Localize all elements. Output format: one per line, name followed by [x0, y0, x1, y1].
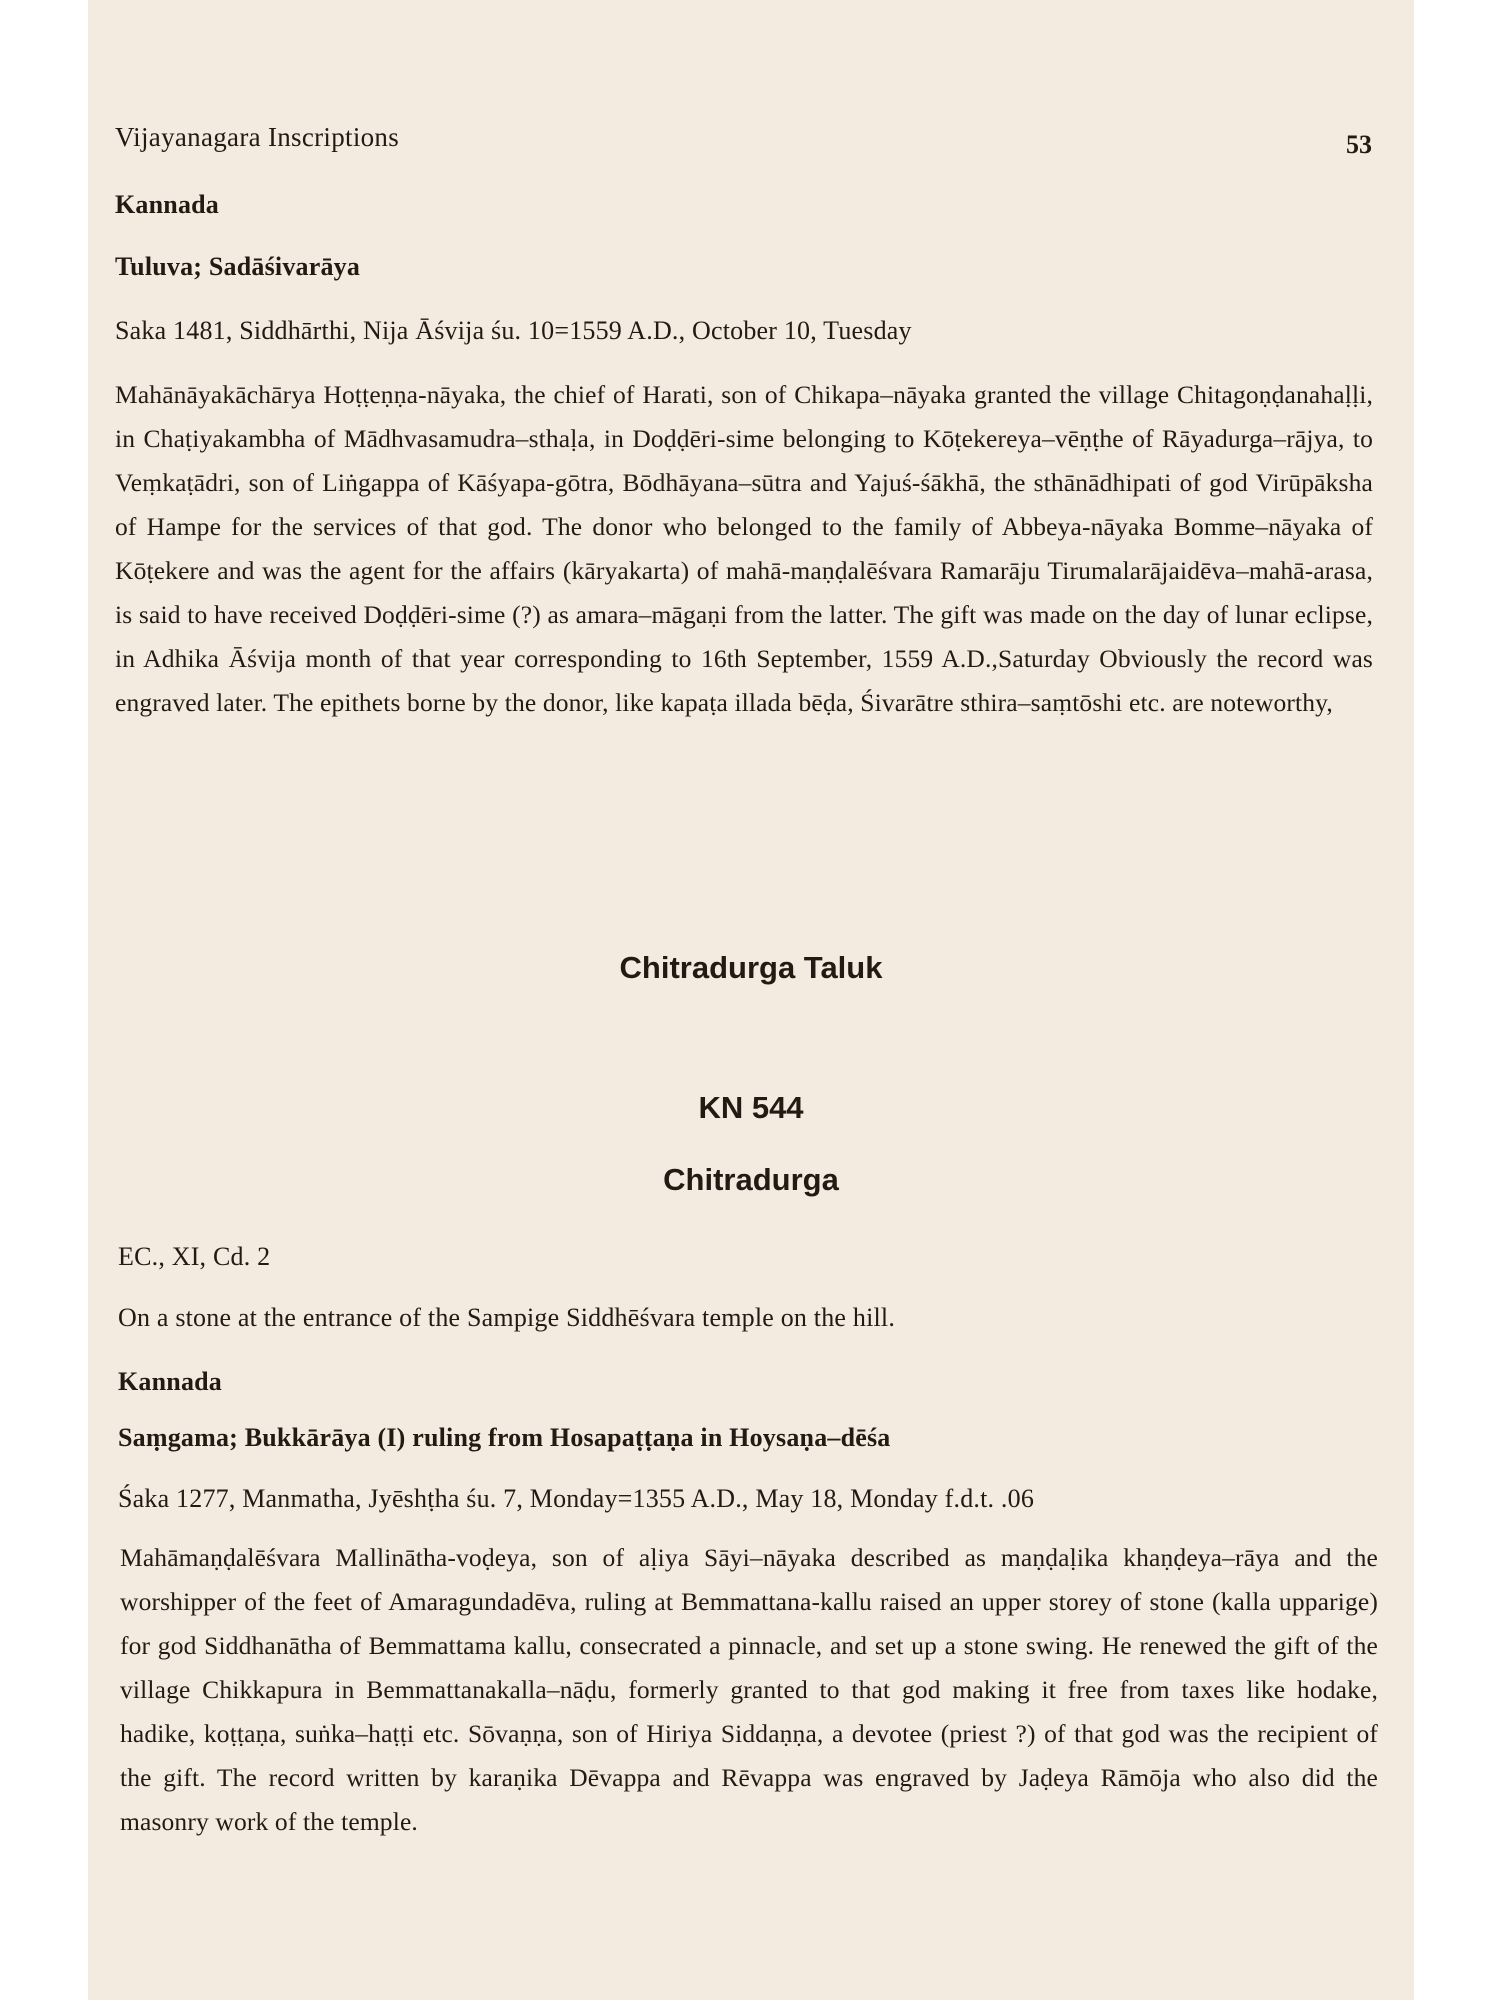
current-reference: EC., XI, Cd. 2: [118, 1242, 271, 1271]
place-heading: Chitradurga: [663, 1162, 839, 1197]
current-language: Kannada: [118, 1367, 223, 1396]
taluk-heading: Chitradurga Taluk: [619, 950, 883, 985]
running-title: Vijayanagara Inscriptions: [115, 122, 400, 152]
page-number: 53: [1346, 130, 1372, 159]
inscription-id: KN 544: [698, 1090, 804, 1125]
previous-language: Kannada: [115, 190, 220, 219]
previous-date: Saka 1481, Siddhārthi, Nija Āśvija śu. 10=1559 A.D., October 10, Tuesday: [115, 316, 912, 345]
current-location: On a stone at the entrance of the Sampige Siddhēśvara temple on the hill.: [118, 1303, 896, 1332]
current-date: Śaka 1277, Manmatha, Jyēshṭha śu. 7, Monday=1355 A.D., May 18, Monday f.d.t. .06: [118, 1484, 1035, 1513]
current-body: Mahāmaṇḍalēśvara Mallinātha-voḍeya, son of aḷiya Sāyi–nāyaka described as maṇḍaḷika khaṇḍeya–rāya and the worshipper of the feet of Amaragundadēva, ruling at Bemmattana-kallu raised an upper storey of stone (kalla upparige) for god Siddhanātha of Bemmattama kallu, consecrated a pinnacle, and set up a stone swing. He renewed the gift of the village Chikkapura in Bemmattanakalla–nāḍu, formerly granted to that god making it free from taxes like hodake, hadike, koṭṭaṇa, suṅka–haṭṭi etc. Sōvaṇṇa, son of Hiriya Siddaṇṇa, a devotee (priest ?) of that god was the recipient of the gift. The record written by karaṇika Dēvappa and Rēvappa was engraved by Jaḍeya Rāmōja who also did the masonry work of the temple.: [120, 1543, 1378, 1836]
previous-dynasty: Tuluva; Sadāśivarāya: [115, 252, 361, 281]
previous-body: Mahānāyakāchārya Hoṭṭeṇṇa-nāyaka, the chief of Harati, son of Chikapa–nāyaka granted the village Chitagoṇḍanahaḷḷi, in Chaṭiyakambha of Mādhvasamudra–sthaḷa, in Doḍḍēri-sime belonging to Kōṭekereya–vēṇṭhe of Rāyadurga–rājya, to Veṃkaṭādri, son of Liṅgappa of Kāśyapa-gōtra, Bōdhāyana–sūtra and Yajuś-śākhā, the sthānādhipati of god Virūpāksha of Hampe for the services of that god. The donor who belonged to the family of Abbeya-nāyaka Bomme–nāyaka of Kōṭekere and was the agent for the affairs (kāryakarta) of mahā-maṇḍalēśvara Ramarāju Tirumalarājaidēva–mahā-arasa, is said to have received Doḍḍēri-sime (?) as amara–māgaṇi from the latter. The gift was made on the day of lunar eclipse, in Adhika Āśvija month of that year corresponding to 16th September, 1559 A.D.,Saturday Obviously the record was engraved later. The epithets borne by the donor, like kapaṭa illada bēḍa, Śivarātre sthira–saṃtōshi etc. are noteworthy,: [115, 380, 1373, 717]
current-dynasty: Saṃgama; Bukkārāya (I) ruling from Hosapaṭṭaṇa in Hoysaṇa–dēśa: [118, 1423, 891, 1452]
